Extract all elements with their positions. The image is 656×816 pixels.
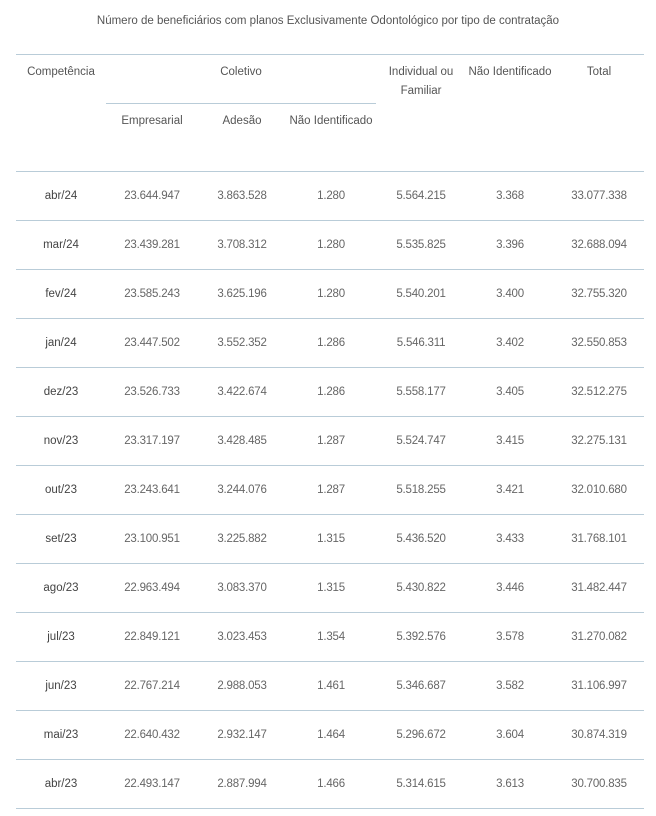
cell-empresarial: 23.100.951	[124, 533, 180, 545]
cell-competencia: fev/24	[45, 288, 77, 300]
cell-nao-identificado: 3.613	[496, 778, 524, 790]
cell-total: 32.688.094	[571, 239, 627, 251]
cell-adesao: 3.863.528	[217, 190, 267, 202]
header-empresarial: Empresarial	[121, 115, 183, 127]
cell-adesao: 2.887.994	[217, 778, 267, 790]
table-caption: Número de beneficiários com planos Exclusivamente Odontológico por tipo de contratação	[96, 15, 560, 27]
cell-total: 32.755.320	[571, 288, 627, 300]
table-row	[16, 221, 644, 270]
cell-adesao: 3.428.485	[217, 435, 267, 447]
cell-adesao: 3.708.312	[217, 239, 267, 251]
table-header	[16, 55, 644, 172]
cell-adesao: 3.083.370	[217, 582, 267, 594]
cell-coletivo-nao-identificado: 1.464	[317, 729, 345, 741]
table-body	[16, 172, 644, 809]
cell-individual: 5.346.687	[396, 680, 446, 692]
cell-empresarial: 23.439.281	[124, 239, 180, 251]
cell-empresarial: 23.243.641	[124, 484, 180, 496]
cell-individual: 5.535.825	[396, 239, 446, 251]
cell-adesao: 2.932.147	[217, 729, 267, 741]
table-row	[16, 711, 644, 760]
header-coletivo-nao-identificado: Não Identificado	[289, 115, 373, 127]
cell-empresarial: 22.493.147	[124, 778, 180, 790]
cell-competencia: ago/23	[43, 582, 79, 594]
beneficiaries-table	[16, 54, 644, 809]
cell-adesao: 3.225.882	[217, 533, 267, 545]
cell-coletivo-nao-identificado: 1.466	[317, 778, 345, 790]
cell-adesao: 3.023.453	[217, 631, 267, 643]
cell-adesao: 2.988.053	[217, 680, 267, 692]
cell-individual: 5.296.672	[396, 729, 446, 741]
cell-coletivo-nao-identificado: 1.287	[317, 435, 345, 447]
cell-individual: 5.436.520	[396, 533, 446, 545]
cell-nao-identificado: 3.578	[496, 631, 524, 643]
cell-nao-identificado: 3.446	[496, 582, 524, 594]
cell-total: 31.270.082	[571, 631, 627, 643]
table-row	[16, 662, 644, 711]
cell-nao-identificado: 3.368	[496, 190, 524, 202]
cell-total: 30.874.319	[571, 729, 627, 741]
cell-adesao: 3.625.196	[217, 288, 267, 300]
cell-competencia: abr/23	[44, 778, 78, 790]
cell-nao-identificado: 3.415	[496, 435, 524, 447]
table-row	[16, 564, 644, 613]
cell-total: 31.768.101	[571, 533, 627, 545]
cell-competencia: jan/24	[45, 337, 77, 349]
cell-competencia: dez/23	[43, 386, 79, 398]
cell-coletivo-nao-identificado: 1.286	[317, 337, 345, 349]
cell-coletivo-nao-identificado: 1.287	[317, 484, 345, 496]
cell-coletivo-nao-identificado: 1.280	[317, 239, 345, 251]
cell-nao-identificado: 3.400	[496, 288, 524, 300]
cell-competencia: set/23	[45, 533, 77, 545]
cell-coletivo-nao-identificado: 1.315	[317, 533, 345, 545]
cell-competencia: out/23	[45, 484, 77, 496]
cell-total: 30.700.835	[571, 778, 627, 790]
cell-coletivo-nao-identificado: 1.286	[317, 386, 345, 398]
cell-empresarial: 23.585.243	[124, 288, 180, 300]
cell-empresarial: 23.644.947	[124, 190, 180, 202]
cell-competencia: jun/23	[45, 680, 77, 692]
cell-empresarial: 22.963.494	[124, 582, 180, 594]
header-competencia: Competência	[27, 66, 95, 78]
cell-individual: 5.524.747	[396, 435, 446, 447]
header-total: Total	[586, 66, 612, 78]
cell-total: 32.010.680	[571, 484, 627, 496]
cell-individual: 5.392.576	[396, 631, 446, 643]
cell-competencia: jul/23	[47, 631, 75, 643]
cell-empresarial: 23.447.502	[124, 337, 180, 349]
cell-total: 32.275.131	[571, 435, 627, 447]
cell-individual: 5.540.201	[396, 288, 446, 300]
cell-empresarial: 22.640.432	[124, 729, 180, 741]
cell-total: 31.106.997	[571, 680, 627, 692]
cell-empresarial: 23.317.197	[124, 435, 180, 447]
cell-nao-identificado: 3.433	[496, 533, 524, 545]
table-row	[16, 515, 644, 564]
cell-coletivo-nao-identificado: 1.354	[317, 631, 345, 643]
table-row	[16, 270, 644, 319]
cell-nao-identificado: 3.421	[496, 484, 524, 496]
cell-nao-identificado: 3.582	[496, 680, 524, 692]
cell-individual: 5.558.177	[396, 386, 446, 398]
cell-competencia: mar/24	[43, 239, 79, 251]
cell-individual: 5.430.822	[396, 582, 446, 594]
cell-coletivo-nao-identificado: 1.280	[317, 190, 345, 202]
cell-total: 33.077.338	[571, 190, 627, 202]
cell-coletivo-nao-identificado: 1.315	[317, 582, 345, 594]
cell-individual: 5.564.215	[396, 190, 446, 202]
cell-total: 32.512.275	[571, 386, 627, 398]
cell-total: 32.550.853	[571, 337, 627, 349]
header-adesao: Adesão	[222, 115, 262, 127]
table-row	[16, 760, 644, 809]
cell-total: 31.482.447	[571, 582, 627, 594]
cell-nao-identificado: 3.405	[496, 386, 524, 398]
cell-empresarial: 23.526.733	[124, 386, 180, 398]
table-row	[16, 417, 644, 466]
header-coletivo: Coletivo	[106, 55, 376, 104]
cell-individual: 5.518.255	[396, 484, 446, 496]
cell-nao-identificado: 3.396	[496, 239, 524, 251]
cell-individual: 5.546.311	[396, 337, 446, 349]
table-row	[16, 466, 644, 515]
header-individual-familiar: Individual ou Familiar	[388, 66, 454, 97]
cell-nao-identificado: 3.402	[496, 337, 524, 349]
cell-competencia: mai/23	[43, 729, 79, 741]
cell-empresarial: 22.767.214	[124, 680, 180, 692]
cell-adesao: 3.422.674	[217, 386, 267, 398]
table-row	[16, 368, 644, 417]
table-row	[16, 172, 644, 221]
table-row	[16, 319, 644, 368]
cell-nao-identificado: 3.604	[496, 729, 524, 741]
cell-coletivo-nao-identificado: 1.461	[317, 680, 345, 692]
table-row	[16, 613, 644, 662]
cell-empresarial: 22.849.121	[124, 631, 180, 643]
cell-adesao: 3.552.352	[217, 337, 267, 349]
cell-competencia: abr/24	[44, 190, 78, 202]
cell-coletivo-nao-identificado: 1.280	[317, 288, 345, 300]
cell-competencia: nov/23	[43, 435, 79, 447]
cell-individual: 5.314.615	[396, 778, 446, 790]
header-nao-identificado: Não Identificado	[468, 66, 552, 78]
cell-adesao: 3.244.076	[217, 484, 267, 496]
